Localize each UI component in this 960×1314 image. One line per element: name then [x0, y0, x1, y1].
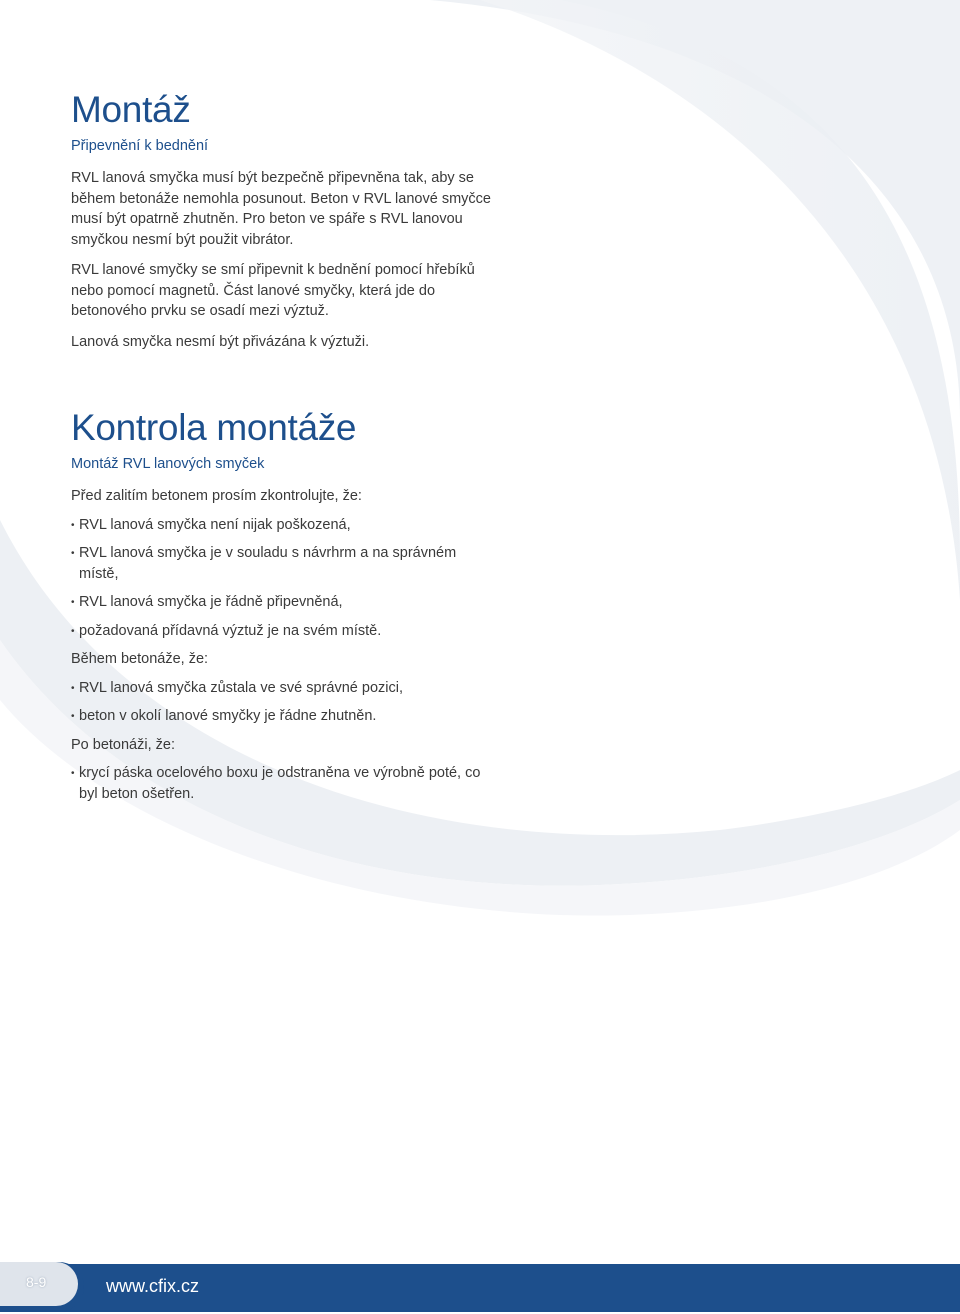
page-footer: [0, 1262, 960, 1314]
bullet-icon: •: [71, 597, 75, 608]
list-item: • beton v okolí lanové smyčky je řádne zhutněn.: [71, 706, 491, 727]
bullet-icon: •: [71, 768, 75, 779]
checklist-after: [71, 763, 491, 804]
section-subtitle-pripevneni: Připevnění k bednění: [71, 138, 209, 154]
bullet-icon: •: [71, 711, 75, 722]
bullet-icon: •: [71, 548, 75, 559]
section-subtitle-montaz-rvl: Montáž RVL lanových smyček: [71, 456, 265, 472]
list-item: • krycí páska ocelového boxu je odstraněna ve výrobně poté, co byl beton ošetřen.: [71, 765, 481, 802]
paragraph: RVL lanové smyčky se smí připevnit k bednění pomocí hřebíků nebo pomocí magnetů. Část lanové smyčky, která jde do betonového prvku se osadí mezi výztuž.: [71, 262, 475, 319]
list-item: • RVL lanová smyčka není nijak poškozená,: [71, 515, 491, 536]
paragraph: RVL lanová smyčka musí být bezpečně připevněna tak, aby se během betonáže nemohla posunout. Beton v RVL lanové smyčce musí být opatrně zhutněn. Pro beton ve spáře s RVL lanovou smyčkou nesmí být použit vibrátor.: [71, 170, 491, 248]
bullet-icon: •: [71, 625, 75, 637]
after-text: Po betonáži, že:: [71, 736, 175, 753]
list-item: • RVL lanová smyčka je v souladu s návrhrm a na správném místě,: [71, 545, 457, 582]
during-text: Během betonáže, že:: [71, 651, 209, 667]
paragraph: Lanová smyčka nesmí být přivázána k výztuži.: [71, 333, 370, 350]
bullet-icon: •: [71, 519, 75, 531]
list-item: • RVL lanová smyčka je řádně připevněná,: [71, 592, 491, 613]
section-kontrola: [71, 406, 491, 804]
checklist-before: [71, 515, 491, 642]
checklist-during: [71, 678, 491, 727]
section-title-kontrola: Kontrola montáže: [71, 407, 357, 448]
intro-text: Před zalitím betonem prosím zkontrolujte, že:: [71, 488, 362, 504]
page-content: [71, 88, 491, 812]
list-item: • požadovaná přídavná výztuž je na svém místě.: [71, 621, 491, 642]
page-number: 8-9: [26, 1274, 47, 1290]
website-link[interactable]: www.cfix.cz: [106, 1276, 200, 1296]
section-title-montaz: Montáž: [71, 89, 191, 130]
bullet-icon: •: [71, 682, 75, 694]
list-item: • RVL lanová smyčka zůstala ve své správné pozici,: [71, 678, 491, 699]
